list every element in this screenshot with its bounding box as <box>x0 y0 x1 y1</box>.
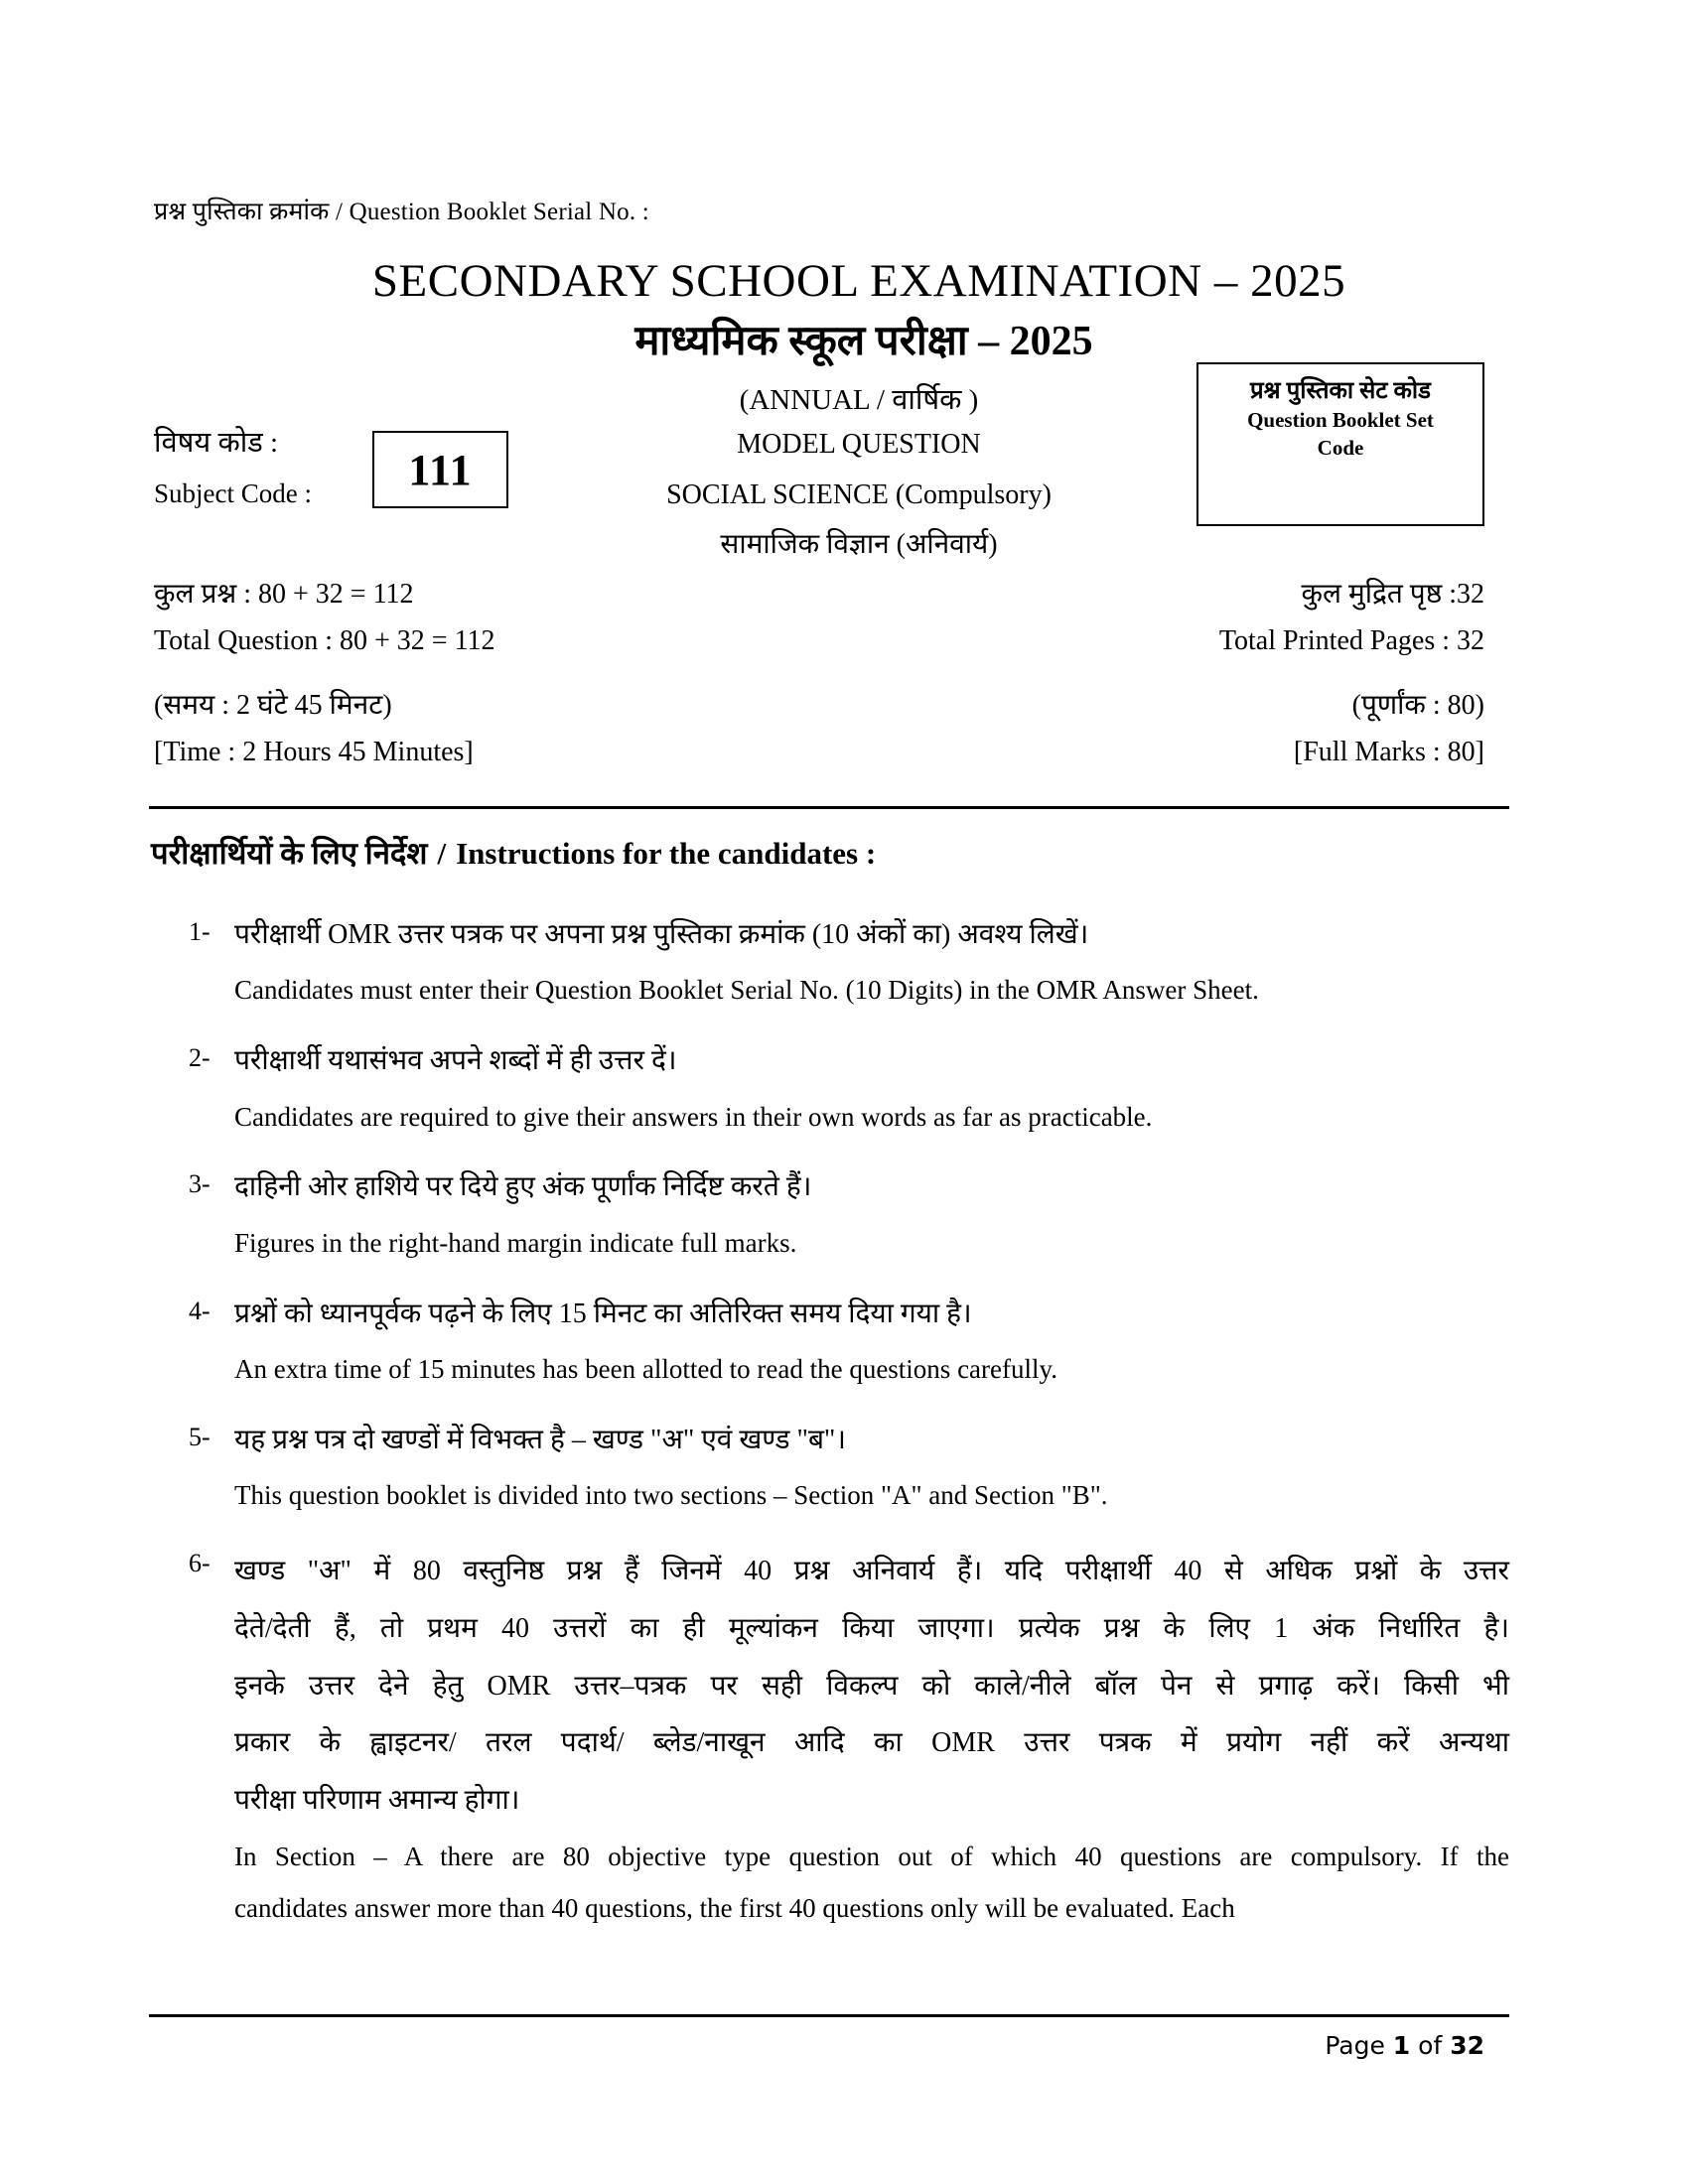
instructions-list <box>189 913 1509 1963</box>
instruction-number: 5- <box>189 1422 211 1451</box>
instruction-item-4 <box>189 1293 1509 1391</box>
instructions-heading-hindi: परीक्षार्थियों के लिए निर्देश <box>151 836 428 871</box>
instruction-text-english-line-1: In Section – A there are 80 objective type question out of which 40 questions are compulsory. If the <box>234 1841 1509 1871</box>
exam-title-hindi: माध्यमिक स्कूल परीक्षा – 2025 <box>634 319 1093 364</box>
exam-time-hindi: (समय : 2 घंटे 45 मिनट) <box>154 690 392 721</box>
total-questions-english: Total Question : 80 + 32 = 112 <box>154 625 495 656</box>
set-code-label-hindi: प्रश्न पुस्तिका सेट कोड <box>1250 378 1431 404</box>
instruction-item-2 <box>189 1039 1509 1138</box>
instruction-number: 3- <box>189 1169 211 1199</box>
subject-name-english: SOCIAL SCIENCE (Compulsory) <box>666 479 1052 510</box>
footer-total-pages: 32 <box>1450 2031 1484 2060</box>
instruction-item-5 <box>189 1419 1509 1517</box>
set-code-label-english-line2: Code <box>1317 435 1364 460</box>
instruction-body <box>234 913 1509 1012</box>
question-booklet-set-code-box <box>1196 362 1484 526</box>
footer-middle: of <box>1410 2031 1451 2060</box>
total-printed-pages-english: Total Printed Pages : 32 <box>1218 625 1484 656</box>
instruction-text-english-line-2: candidates answer more than 40 questions, the first 40 questions only will be evaluated. Each <box>234 1892 1235 1923</box>
instructions-heading-english: Instructions for the candidates : <box>456 836 877 871</box>
instruction-number: 2- <box>189 1043 211 1073</box>
instruction-number: 6- <box>189 1549 211 1578</box>
instruction-body <box>234 1419 1509 1517</box>
page-number-footer <box>1325 2031 1484 2060</box>
subject-code-label-english: Subject Code : <box>154 478 312 508</box>
instruction-text-english: Figures in the right-hand margin indicate full marks. <box>234 1227 797 1258</box>
instruction-body <box>234 1545 1509 1934</box>
instruction-text-hindi: दाहिनी ओर हाशिये पर दिये हुए अंक पूर्णांक निर्दिष्ट करते हैं। <box>234 1171 812 1203</box>
exam-time-english: [Time : 2 Hours 45 Minutes] <box>154 737 474 767</box>
instruction-number: 4- <box>189 1296 211 1325</box>
instruction-text-hindi: परीक्षार्थी OMR उत्तर पत्रक पर अपना प्रश्न पुस्तिका क्रमांक (10 अंकों का) अवश्य लिखें। <box>234 919 1089 950</box>
instruction-text-hindi-line-1: खण्ड "अ" में 80 वस्तुनिष्ठ प्रश्न हैं जिनमें 40 प्रश्न अनिवार्य हैं। यदि परीक्षार्थी 40 से अधिक प्रश्नों के उत्तर <box>234 1556 1509 1587</box>
instruction-text-hindi: प्रश्नों को ध्यानपूर्वक पढ़ने के लिए 15 मिनट का अतिरिक्त समय दिया गया है। <box>234 1297 972 1329</box>
instruction-item-6 <box>189 1545 1509 1934</box>
instruction-body <box>234 1293 1509 1391</box>
subject-code-label-hindi: विषय कोड : <box>154 427 279 459</box>
full-marks-english: [Full Marks : 80] <box>1293 737 1484 767</box>
set-code-label-english-line1: Question Booklet Set <box>1247 408 1434 432</box>
subject-code-value-box: 111 <box>372 431 508 508</box>
footer-current-page: 1 <box>1392 2031 1411 2060</box>
exam-type-annual: (ANNUAL / वार्षिक ) <box>739 384 979 416</box>
instruction-text-hindi-line-3: इनके उत्तर देने हेतु OMR उत्तर–पत्रक पर सही विकल्प को काले/नीले बॉल पेन से प्रगाढ़ करें। किसी भी <box>234 1670 1509 1702</box>
instruction-text-hindi-line-4: प्रकार के ह्वाइटनर/ तरल पदार्थ/ ब्लेड/नाखून आदि का OMR उत्तर पत्रक में प्रयोग नहीं करें अन्यथा <box>234 1727 1509 1759</box>
footer-prefix: Page <box>1325 2031 1393 2060</box>
instruction-text-english: An extra time of 15 minutes has been allotted to read the questions carefully. <box>234 1354 1057 1385</box>
footer-divider <box>149 2014 1509 2017</box>
instruction-body <box>234 1165 1509 1264</box>
instruction-number: 1- <box>189 917 211 946</box>
instructions-heading <box>151 832 876 874</box>
instruction-text-english: Candidates must enter their Question Booklet Serial No. (10 Digits) in the OMR Answer Sheet. <box>234 975 1259 1006</box>
full-marks-hindi: (पूर्णांक : 80) <box>1351 690 1484 721</box>
model-question-label: MODEL QUESTION <box>737 429 981 460</box>
instruction-text-hindi-line-5: परीक्षा परिणाम अमान्य होगा। <box>234 1785 520 1817</box>
instruction-item-1 <box>189 913 1509 1012</box>
instruction-text-hindi: परीक्षार्थी यथासंभव अपने शब्दों में ही उत्तर दें। <box>234 1045 677 1077</box>
instruction-text-english: This question booklet is divided into two sections – Section "A" and Section "B". <box>234 1480 1108 1511</box>
total-printed-pages-hindi: कुल मुद्रित पृष्ठ :32 <box>1301 579 1484 610</box>
total-questions-hindi: कुल प्रश्न : 80 + 32 = 112 <box>154 579 414 610</box>
question-booklet-serial-label: प्रश्न पुस्तिका क्रमांक / Question Booklet Serial No. : <box>154 199 649 225</box>
instructions-heading-separator: / <box>437 836 447 871</box>
subject-name-hindi: सामाजिक विज्ञान (अनिवार्य) <box>720 529 998 560</box>
header-divider <box>149 806 1509 809</box>
instruction-text-english: Candidates are required to give their answers in their own words as far as practicable. <box>234 1101 1153 1132</box>
instruction-text-hindi: यह प्रश्न पत्र दो खण्डों में विभक्त है – खण्ड "अ" एवं खण्ड "ब"। <box>234 1424 846 1455</box>
instruction-body <box>234 1039 1509 1138</box>
exam-title-english: SECONDARY SCHOOL EXAMINATION – 2025 <box>371 255 1346 307</box>
instruction-text-hindi-line-2: देते/देती हैं, तो प्रथम 40 उत्तरों का ही मूल्यांकन किया जाएगा। प्रत्येक प्रश्न के लिए 1 अंक निर्धारित है। <box>234 1612 1509 1644</box>
instruction-item-3 <box>189 1165 1509 1264</box>
